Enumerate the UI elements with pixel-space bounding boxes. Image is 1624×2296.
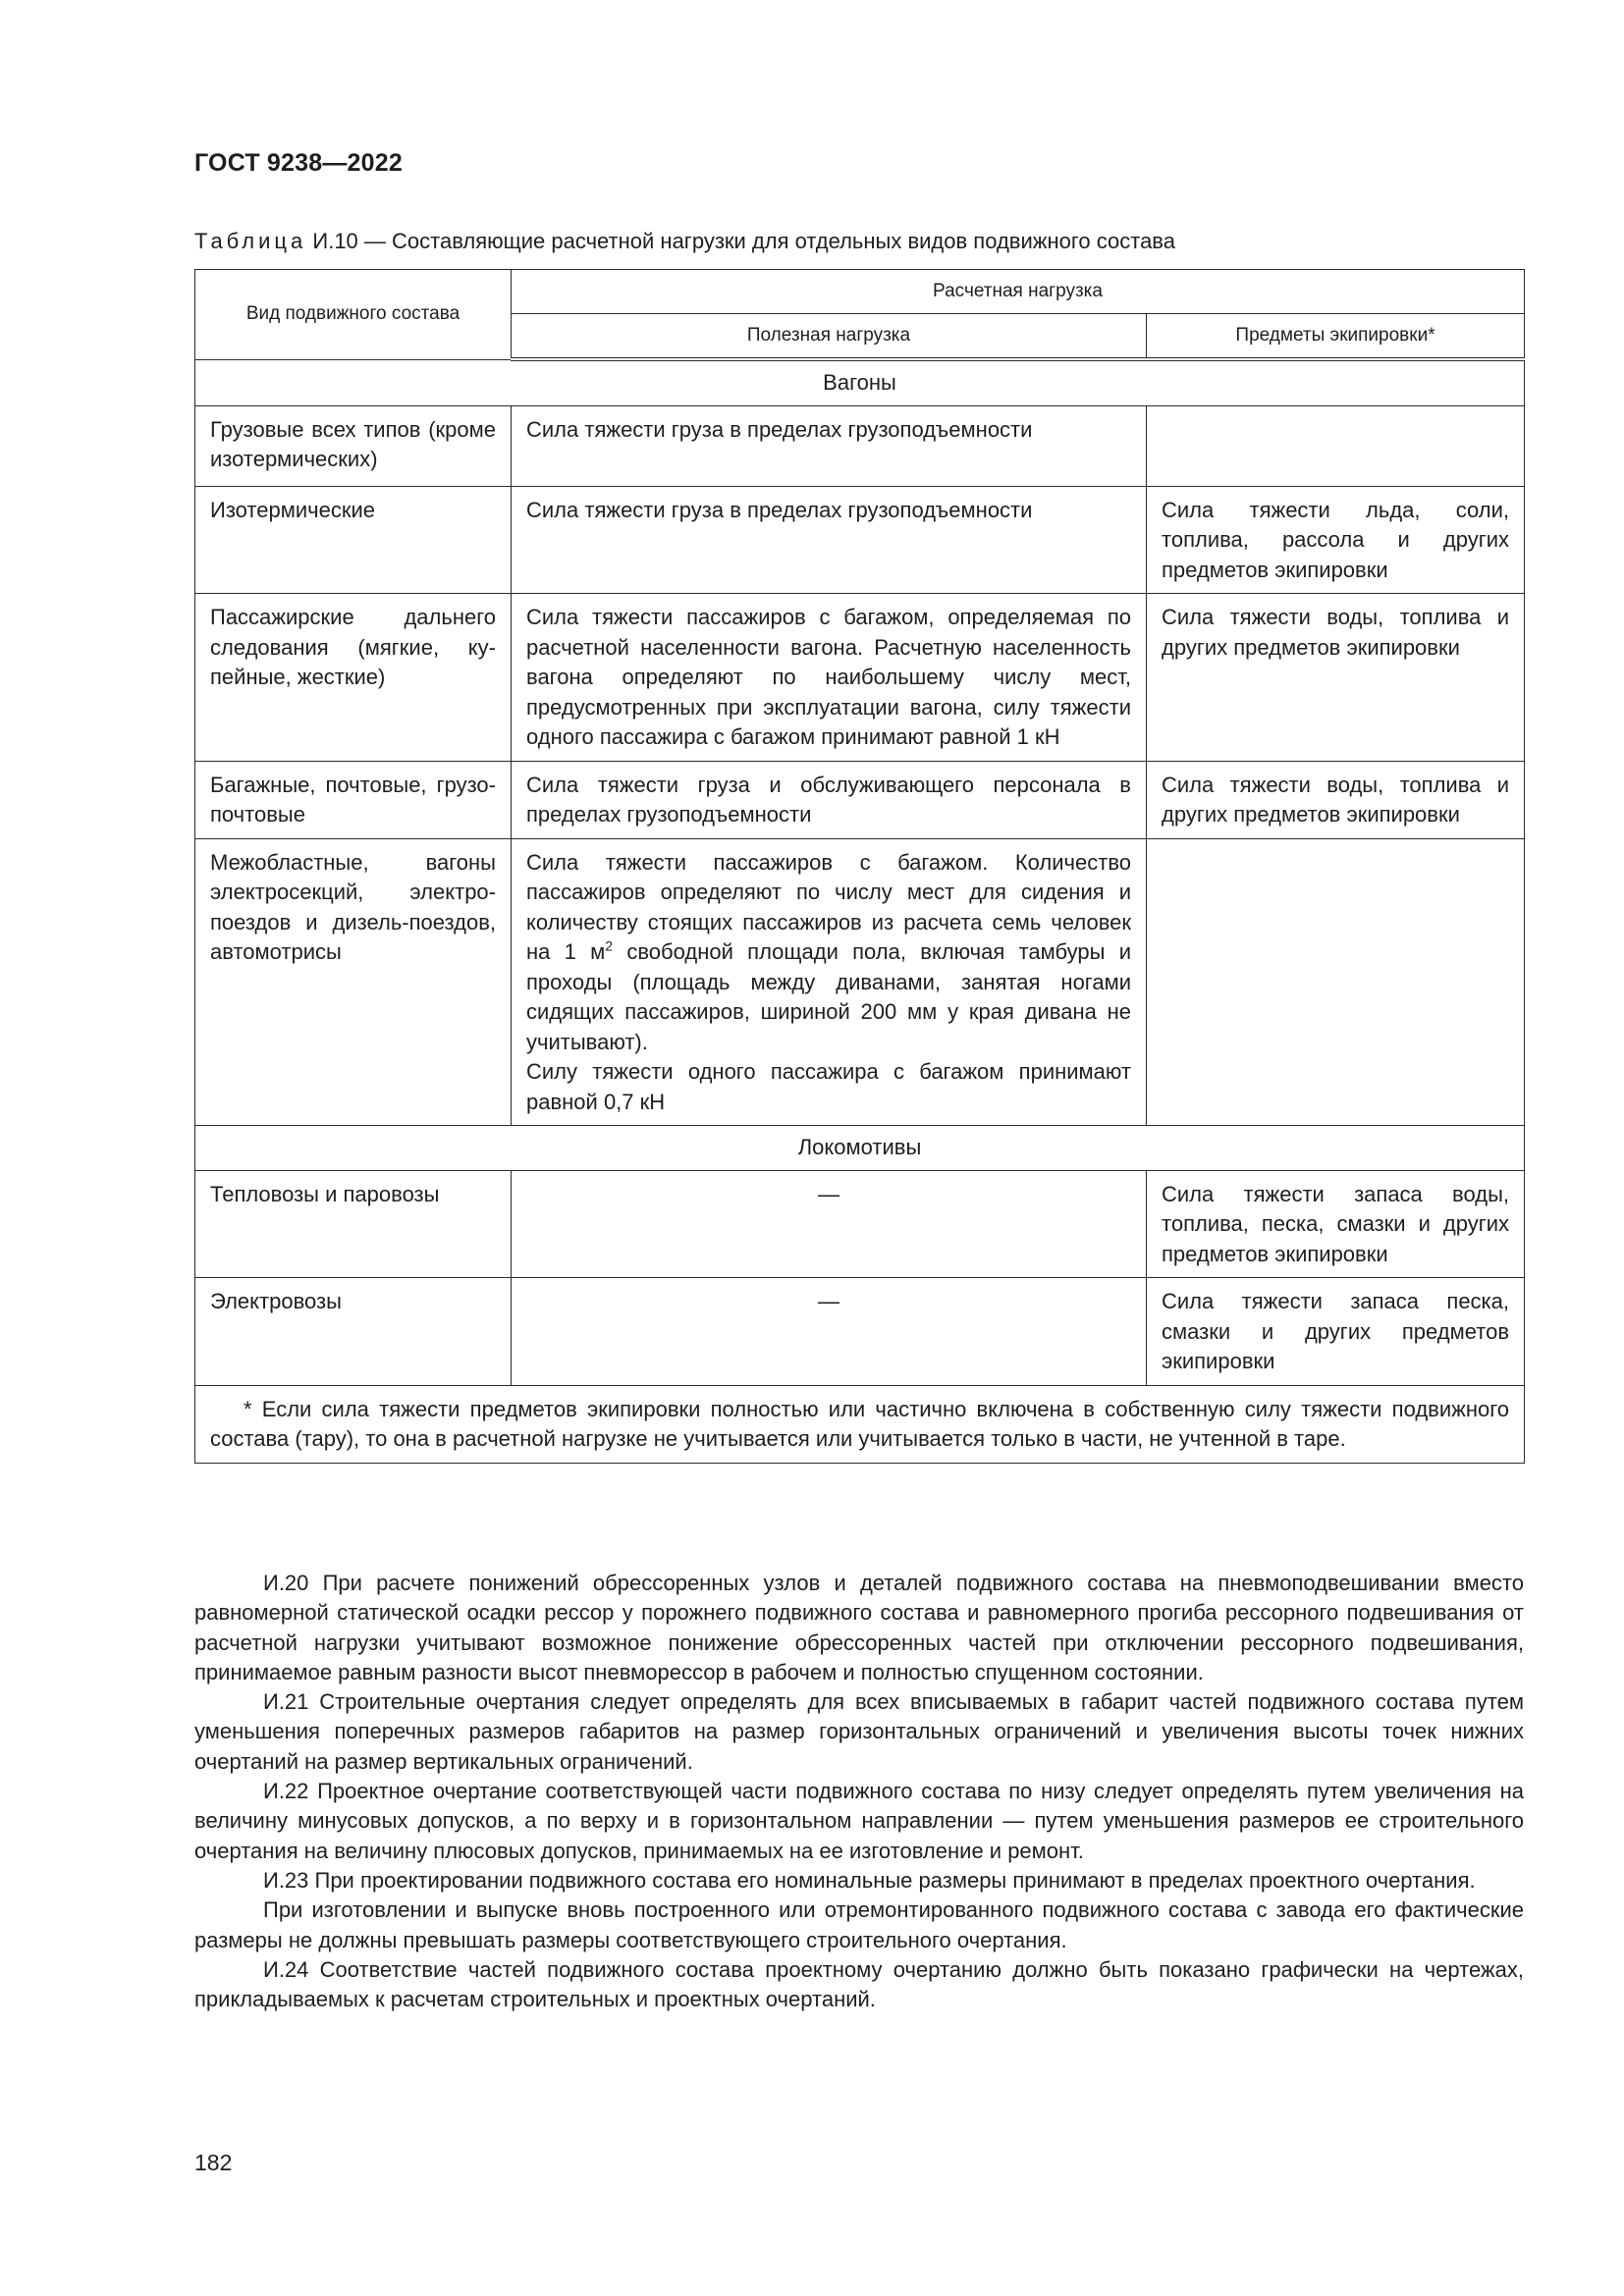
cell-payload: Сила тяжести пассажиров с багажом, определяемая по расчетной населенности вагона. Расчетную населенность вагона определяют по наибольшему числу мест, предусмотренных при эксплуатации вагона, силу тяжести одного пассажира с багажом принимают равной 1 кН bbox=[512, 594, 1147, 762]
cell-type: Межобластные, вагоны электросекций, электропоездов и дизель-поездов, автомотрисы bbox=[195, 838, 512, 1126]
cell-type: Тепловозы и паровозы bbox=[195, 1170, 512, 1278]
table-row bbox=[195, 838, 1525, 1126]
cell-equipment: Сила тяжести запаса воды, топлива, песка, смазки и других предметов экипировки bbox=[1147, 1170, 1525, 1278]
paragraph-i23-continued: При изготовлении и выпуске вновь построенного или отремонтированного подвижного состава с завода его фактические размеры не должны превышать размеры соответствующего строительного очертания. bbox=[194, 1897, 1524, 1952]
cell-equipment: Сила тяжести льда, соли, топлива, рассола и других предметов экипировки bbox=[1147, 486, 1525, 594]
section-title-wagons: Вагоны bbox=[195, 359, 1525, 405]
table-row bbox=[195, 761, 1525, 838]
cell-equipment bbox=[1147, 405, 1525, 486]
table-row bbox=[195, 405, 1525, 486]
header-payload: Полезная нагрузка bbox=[512, 314, 1147, 360]
document-code-header: ГОСТ 9238—2022 bbox=[194, 149, 403, 177]
cell-payload: — bbox=[512, 1170, 1147, 1278]
paragraph-i24: И.24 Соответствие частей подвижного состава проектному очертанию должно быть показано графически на чертежах, прикладываемых к расчетам строительных и проектных очертаний. bbox=[194, 1956, 1524, 2012]
table-row bbox=[195, 1278, 1525, 1386]
table-caption bbox=[194, 229, 1175, 254]
square-meter-superscript: 2 bbox=[605, 937, 614, 954]
cell-type: Электровозы bbox=[195, 1278, 512, 1386]
header-design-load: Расчетная нагрузка bbox=[512, 270, 1525, 314]
section-row-wagons bbox=[195, 359, 1525, 405]
table-row bbox=[195, 594, 1525, 762]
table-caption-prefix: Таблица bbox=[194, 229, 307, 253]
table-header-row bbox=[195, 270, 1525, 314]
cell-equipment: Сила тяжести воды, топлива и других предметов экипировки bbox=[1147, 594, 1525, 762]
paragraph-i23: И.23 При проектировании подвижного состава его номинальные размеры принимают в пределах проектного очертания. bbox=[263, 1867, 1476, 1893]
page-number: 182 bbox=[194, 2150, 233, 2175]
cell-payload bbox=[512, 838, 1147, 1126]
header-rolling-stock-type: Вид подвижного состава bbox=[195, 270, 512, 360]
table-caption-text: И.10 — Составляющие расчетной нагрузки для отдельных видов подвижного состава bbox=[312, 229, 1175, 253]
table-footnote-row bbox=[195, 1385, 1525, 1463]
header-equipment: Предметы экипировки* bbox=[1147, 314, 1525, 360]
cell-type: Пассажирские дальнего следования (мягкие, купейные, жесткие) bbox=[195, 594, 512, 762]
cell-payload: Сила тяжести груза и обслуживающего персонала в пределах грузоподъемности bbox=[512, 761, 1147, 838]
paragraph-i20: И.20 При расчете понижений обрессоренных узлов и деталей подвижного состава на пневмоподвешивании вместо равномерной статической осадки рессор у порожнего подвижного состава и равномерного прогиба рессорного подвешивания от расчетной нагрузки учитывают возможное понижение обрессоренных частей при отключении рессорного подвешивания, принимаемое равным разности высот пневморессор в рабочем и полностью спущенном состоянии. bbox=[194, 1571, 1524, 1684]
cell-type: Багажные, почтовые, грузо-почтовые bbox=[195, 761, 512, 838]
load-components-table bbox=[194, 269, 1525, 1464]
cell-equipment: Сила тяжести запаса песка, смазки и других предметов экипировки bbox=[1147, 1278, 1525, 1386]
body-text bbox=[194, 1569, 1524, 2014]
table-row bbox=[195, 1170, 1525, 1278]
paragraph-i22: И.22 Проектное очертание соответствующей части подвижного состава по низу следует определять путем увеличения на величину минусовых допусков, а по верху и в горизонтальном направлении — путем уменьшения размеров ее строительного очертания на величину плюсовых допусков, принимаемых на ее изготовление и ремонт. bbox=[194, 1779, 1524, 1863]
payload-text-part3: Силу тяжести одного пассажира с багажом принимают равной 0,7 кН bbox=[526, 1059, 1131, 1114]
section-row-locomotives bbox=[195, 1126, 1525, 1171]
payload-text-part2: свободной площади пола, включая тамбуры и проходы (площадь между диванами, занятая ногами сидящих пассажиров, шириной 200 мм у края дивана не учитывают). bbox=[526, 939, 1131, 1054]
cell-payload: — bbox=[512, 1278, 1147, 1386]
cell-equipment bbox=[1147, 838, 1525, 1126]
table-row bbox=[195, 486, 1525, 594]
cell-payload: Сила тяжести груза в пределах грузоподъемности bbox=[512, 405, 1147, 486]
paragraph-i21: И.21 Строительные очертания следует определять для всех вписываемых в габарит частей подвижного состава путем уменьшения поперечных размеров габаритов на размер горизонтальных ограничений и увеличения высоты точек нижних очертаний на размер вертикальных ограничений. bbox=[194, 1689, 1524, 1774]
cell-type: Грузовые всех типов (кроме изотермических) bbox=[195, 405, 512, 486]
cell-type: Изотермические bbox=[195, 486, 512, 594]
cell-equipment: Сила тяжести воды, топлива и других предметов экипировки bbox=[1147, 761, 1525, 838]
payload-text-part1: Сила тяжести пассажиров с багажом. Количество пассажиров определяют по числу мест для сидения и количеству стоящих пассажиров из расчета семь человек на 1 м bbox=[526, 849, 1131, 964]
table-footnote: * Если сила тяжести предметов экипировки полностью или частично включена в собственную силу тяжести подвижного состава (тару), то она в расчетной нагрузке не учитывается или учитывается только в части, не учтенной в таре. bbox=[195, 1385, 1525, 1463]
cell-payload: Сила тяжести груза в пределах грузоподъемности bbox=[512, 486, 1147, 594]
section-title-locomotives: Локомотивы bbox=[195, 1126, 1525, 1171]
